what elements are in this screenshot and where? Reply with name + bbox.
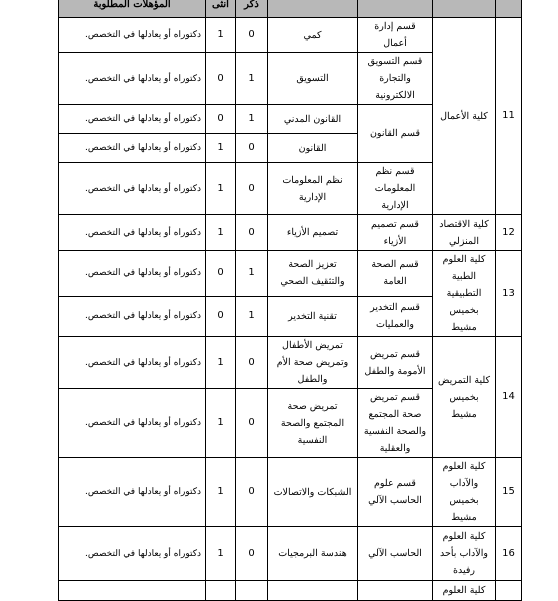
- department-name: قسم نظم المعلومات الإدارية: [358, 163, 433, 215]
- male-count: 0: [236, 389, 268, 458]
- female-count: 0: [206, 296, 236, 336]
- specialization: تمريض صحة المجتمع والصحة النفسية: [268, 389, 358, 458]
- header-department: [358, 0, 433, 18]
- qualification: دكتوراه أو يعادلها في التخصص.: [59, 134, 206, 163]
- male-count: [236, 581, 268, 601]
- female-count: [206, 581, 236, 601]
- qualification: دكتوراه أو يعادلها في التخصص.: [59, 527, 206, 581]
- male-count: 0: [236, 134, 268, 163]
- row-number: 11: [496, 18, 522, 215]
- row-number: 15: [496, 458, 522, 527]
- department-name: [358, 581, 433, 601]
- specialization: تقنية التخدير: [268, 296, 358, 336]
- department-name: قسم الصحة العامة: [358, 251, 433, 297]
- male-count: 1: [236, 105, 268, 134]
- male-count: 0: [236, 215, 268, 251]
- positions-table: [58, 0, 522, 601]
- table-row: [59, 18, 522, 53]
- qualification: دكتوراه أو يعادلها في التخصص.: [59, 163, 206, 215]
- table-row: [59, 458, 522, 527]
- table-header-row: [59, 0, 522, 18]
- specialization: القانون المدني: [268, 105, 358, 134]
- male-count: 0: [236, 163, 268, 215]
- qualification: دكتوراه أو يعادلها في التخصص.: [59, 337, 206, 389]
- male-count: 0: [236, 458, 268, 527]
- female-count: 1: [206, 18, 236, 53]
- department-name: الحاسب الآلي: [358, 527, 433, 581]
- college-name: كلية الأعمال: [433, 18, 496, 215]
- department-name: قسم تمريض صحة المجتمع والصحة النفسية والعقلية: [358, 389, 433, 458]
- college-name: كلية العلوم والآداب بخميس مشيط: [433, 458, 496, 527]
- table-row: [59, 251, 522, 297]
- department-name: قسم التسويق والتجارة الالكترونية: [358, 53, 433, 105]
- female-count: 0: [206, 53, 236, 105]
- male-count: 0: [236, 337, 268, 389]
- female-count: 0: [206, 105, 236, 134]
- female-count: 0: [206, 251, 236, 297]
- table-body: [59, 18, 522, 601]
- female-count: 1: [206, 134, 236, 163]
- row-number: 14: [496, 337, 522, 458]
- header-num: [496, 0, 522, 18]
- qualification: دكتوراه أو يعادلها في التخصص.: [59, 53, 206, 105]
- specialization: التسويق: [268, 53, 358, 105]
- table-row: [59, 215, 522, 251]
- department-name: قسم القانون: [358, 105, 433, 163]
- department-name: قسم علوم الحاسب الآلي: [358, 458, 433, 527]
- specialization: الشبكات والاتصالات: [268, 458, 358, 527]
- qualification: دكتوراه أو يعادلها في التخصص.: [59, 18, 206, 53]
- specialization: تمريض الأطفال وتمريض صحة الأم والطفل: [268, 337, 358, 389]
- row-number: 13: [496, 251, 522, 337]
- department-name: قسم تصميم الأزياء: [358, 215, 433, 251]
- male-count: 0: [236, 18, 268, 53]
- qualification: دكتوراه أو يعادلها في التخصص.: [59, 251, 206, 297]
- row-number: [496, 581, 522, 601]
- header-college: [433, 0, 496, 18]
- female-count: 1: [206, 163, 236, 215]
- female-count: 1: [206, 389, 236, 458]
- college-name: كلية العلوم الطبية التطبيقية بخميس مشيط: [433, 251, 496, 337]
- qualification: دكتوراه أو يعادلها في التخصص.: [59, 458, 206, 527]
- qualification: دكتوراه أو يعادلها في التخصص.: [59, 296, 206, 336]
- female-count: 1: [206, 215, 236, 251]
- male-count: 1: [236, 53, 268, 105]
- header-male: ذكر: [236, 0, 268, 18]
- male-count: 0: [236, 527, 268, 581]
- table-row: [59, 527, 522, 581]
- college-name: كلية التمريض بخميس مشيط: [433, 337, 496, 458]
- specialization: [268, 581, 358, 601]
- male-count: 1: [236, 251, 268, 297]
- female-count: 1: [206, 458, 236, 527]
- female-count: 1: [206, 527, 236, 581]
- department-name: قسم تمريض الأمومة والطفل: [358, 337, 433, 389]
- qualification: دكتوراه أو يعادلها في التخصص.: [59, 105, 206, 134]
- qualification: دكتوراه أو يعادلها في التخصص.: [59, 215, 206, 251]
- college-name: كلية العلوم: [433, 581, 496, 601]
- table-row: [59, 337, 522, 389]
- row-number: 12: [496, 215, 522, 251]
- qualification: دكتوراه أو يعادلها في التخصص.: [59, 389, 206, 458]
- header-specialization: [268, 0, 358, 18]
- college-name: كلية العلوم والآداب بأحد رفيدة: [433, 527, 496, 581]
- department-name: قسم التخدير والعمليات: [358, 296, 433, 336]
- specialization: نظم المعلومات الإدارية: [268, 163, 358, 215]
- specialization: كمي: [268, 18, 358, 53]
- male-count: 1: [236, 296, 268, 336]
- specialization: هندسة البرمجيات: [268, 527, 358, 581]
- qualification: [59, 581, 206, 601]
- specialization: القانون: [268, 134, 358, 163]
- department-name: قسم إدارة أعمال: [358, 18, 433, 53]
- specialization: تعزيز الصحة والتثقيف الصحي: [268, 251, 358, 297]
- header-qualifications: المؤهلات المطلوبة: [59, 0, 206, 18]
- header-female: انثى: [206, 0, 236, 18]
- table-row: [59, 581, 522, 601]
- college-name: كلية الاقتصاد المنزلي: [433, 215, 496, 251]
- specialization: تصميم الأزياء: [268, 215, 358, 251]
- female-count: 1: [206, 337, 236, 389]
- row-number: 16: [496, 527, 522, 581]
